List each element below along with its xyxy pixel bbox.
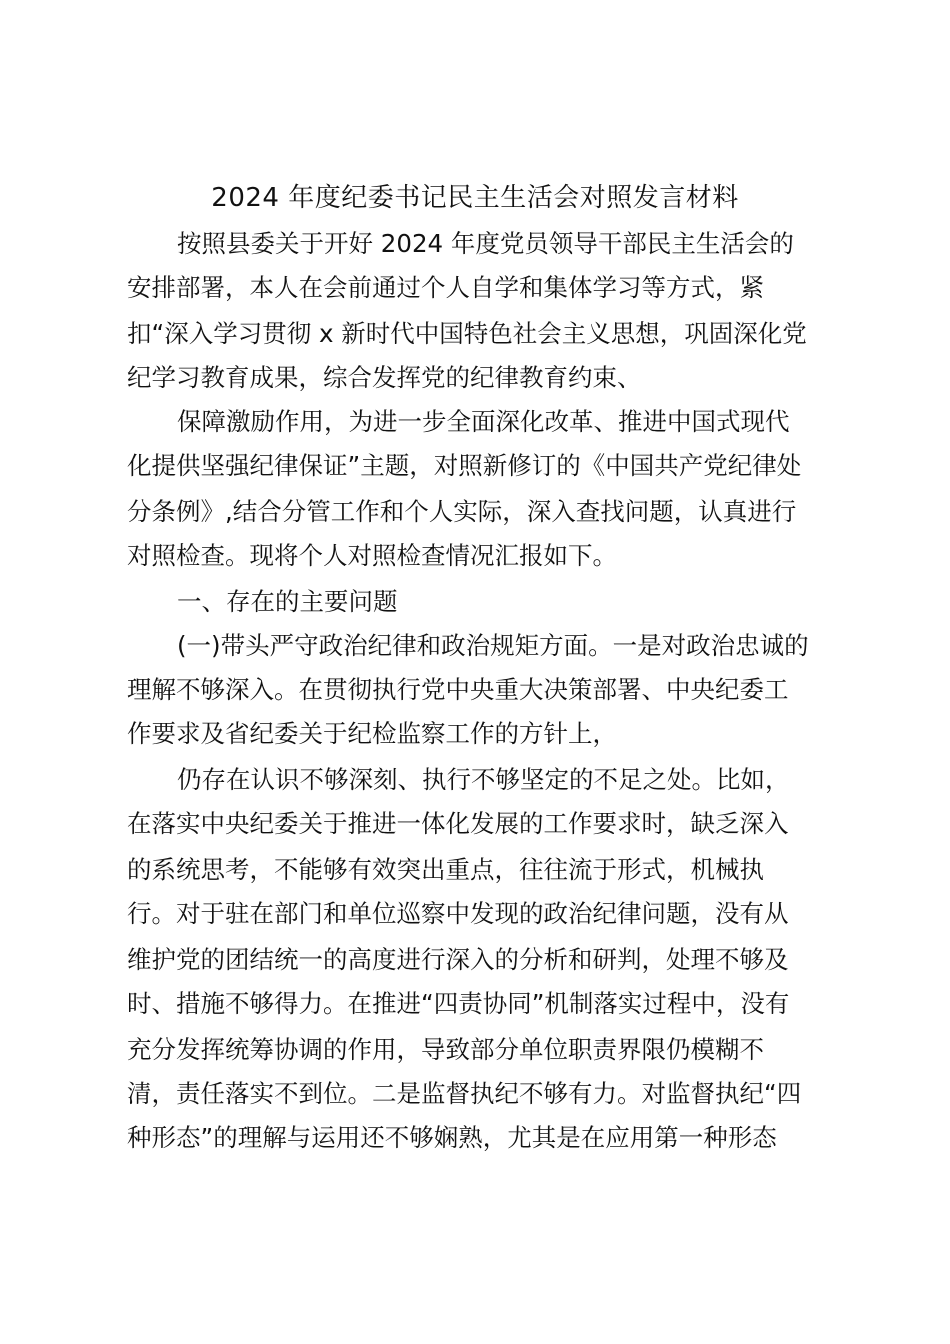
text-line-1: 按照县委关于开好 2024 年度党员领导干部民主生活会的 (177, 229, 794, 258)
document-title: 2024 年度纪委书记民主生活会对照发言材料 (211, 183, 739, 213)
text-line-6: 化提供坚强纪律保证”主题，对照新修订的《中国共产党纪律处 (127, 451, 802, 480)
section-heading: 一、存在的主要问题 (177, 587, 398, 616)
text-line-20: 清，责任落实不到位。二是监督执纪不够有力。对监督执纪“四 (127, 1079, 802, 1108)
text-line-4: 纪学习教育成果，综合发挥党的纪律教育约束、 (127, 363, 642, 392)
text-line-15: 的系统思考，不能够有效突出重点，往往流于形式，机械执 (127, 855, 764, 884)
text-line-5: 保障激励作用，为进一步全面深化改革、推进中国式现代 (177, 407, 790, 436)
text-line-16: 行。对于驻在部门和单位巡察中发现的政治纪律问题，没有从 (127, 899, 789, 928)
text-line-12: 作要求及省纪委关于纪检监察工作的方针上， (127, 719, 617, 748)
text-line-11: 理解不够深入。在贯彻执行党中央重大决策部署、中央纪委工 (127, 675, 789, 704)
text-line-7: 分条例》,结合分管工作和个人实际，深入查找问题，认真进行 (127, 497, 797, 526)
text-line-10: (一)带头严守政治纪律和政治规矩方面。一是对政治忠诚的 (177, 631, 809, 660)
text-line-2: 安排部署，本人在会前通过个人自学和集体学习等方式，紧 (127, 273, 764, 302)
text-line-3: 扣“深入学习贯彻 x 新时代中国特色社会主义思想，巩固深化党 (127, 319, 807, 348)
text-line-21: 种形态”的理解与运用还不够娴熟，尤其是在应用第一种形态 (127, 1123, 777, 1152)
text-line-17: 维护党的团结统一的高度进行深入的分析和研判，处理不够及 (127, 945, 789, 974)
text-line-18: 时、措施不够得力。在推进“四责协同”机制落实过程中，没有 (127, 989, 790, 1018)
text-line-8: 对照检查。现将个人对照检查情况汇报如下。 (127, 541, 617, 570)
text-line-13: 仍存在认识不够深刻、执行不够坚定的不足之处。比如， (177, 765, 790, 794)
text-line-19: 充分发挥统筹协调的作用，导致部分单位职责界限仍模糊不 (127, 1035, 764, 1064)
text-line-14: 在落实中央纪委关于推进一体化发展的工作要求时，缺乏深入 (127, 809, 789, 838)
